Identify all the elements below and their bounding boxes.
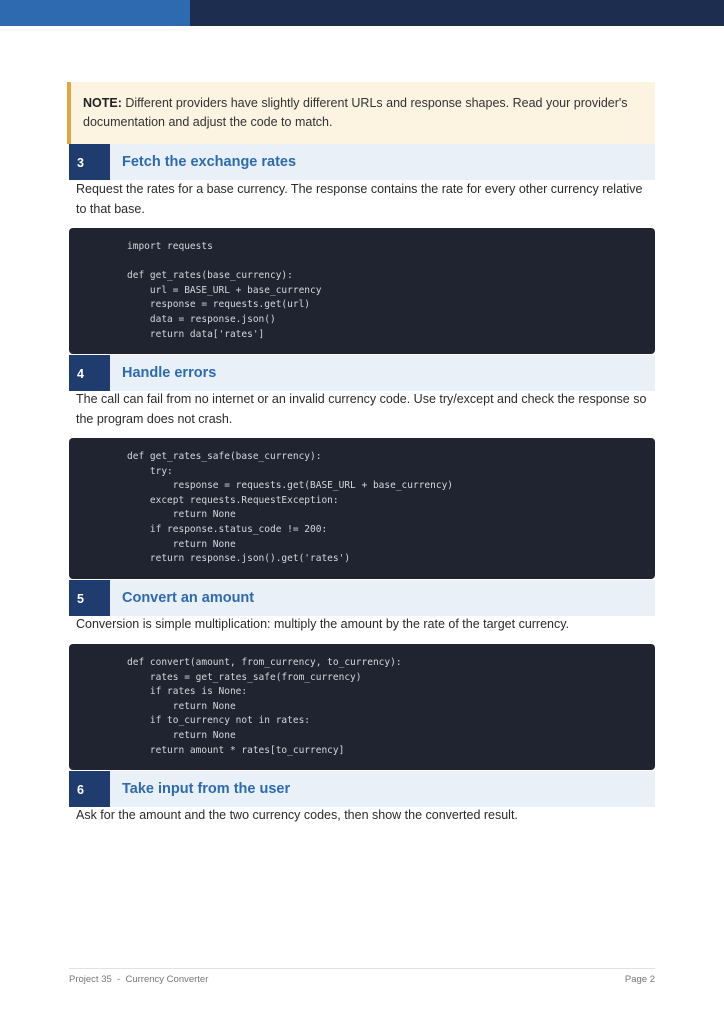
step-description-3: Request the rates for a base currency. The response contains the rate for every other currency relative to that base. xyxy=(76,182,643,216)
step-number: 6 xyxy=(69,771,110,807)
step-header-4 xyxy=(69,355,655,391)
code-line: if rates is None: xyxy=(127,686,248,698)
footer-divider xyxy=(69,968,655,969)
code-line: def get_rates_safe(base_currency): xyxy=(127,451,322,462)
code-line: url = BASE_URL + base_currency xyxy=(127,284,322,296)
footer-project-title: Project 35 - Currency Converter xyxy=(69,974,209,985)
code-line: rates = get_rates_safe(from_currency) xyxy=(127,671,362,683)
code-line: data = response.json() xyxy=(127,313,276,325)
code-line: return None xyxy=(127,729,236,741)
code-line: return response.json().get('rates') xyxy=(127,553,351,565)
code-line: if response.status_code != 200: xyxy=(127,523,328,535)
code-line: def convert(amount, from_currency, to_currency): xyxy=(127,657,402,668)
step-header-3 xyxy=(69,144,655,180)
step-title: Fetch the exchange rates xyxy=(122,154,297,170)
step-title: Convert an amount xyxy=(122,590,255,606)
code-line: return amount * rates[to_currency] xyxy=(127,744,345,756)
code-block-5 xyxy=(69,644,655,770)
code-line: import requests xyxy=(127,241,213,252)
code-block-3 xyxy=(69,228,655,354)
step-number: 4 xyxy=(69,355,110,391)
code-line: return None xyxy=(127,538,236,550)
code-line: response = requests.get(url) xyxy=(127,299,311,311)
note-label: NOTE: xyxy=(83,96,122,110)
code-line: return None xyxy=(127,700,236,712)
code-line: def get_rates(base_currency): xyxy=(127,270,293,282)
code-line: return None xyxy=(127,509,236,521)
code-line: try: xyxy=(127,465,173,477)
code-line: if to_currency not in rates: xyxy=(127,715,311,727)
code-line xyxy=(127,255,655,270)
step-title: Take input from the user xyxy=(122,781,291,797)
step-description-6: Ask for the amount and the two currency codes, then show the converted result. xyxy=(76,808,518,822)
code-line: response = requests.get(BASE_URL + base_currency) xyxy=(127,480,454,492)
footer-page-number: Page 2 xyxy=(624,974,655,985)
step-description-5: Conversion is simple multiplication: multiply the amount by the rate of the target currency. xyxy=(76,617,570,631)
step-description-4: The call can fail from no internet or an invalid currency code. Use try/except and check the response so the program does not crash. xyxy=(76,392,647,426)
code-line: return data['rates'] xyxy=(127,328,265,340)
note-box xyxy=(67,82,655,144)
header-accent xyxy=(0,0,190,26)
code-line: except requests.RequestException: xyxy=(127,494,339,506)
step-header-5 xyxy=(69,580,655,616)
note-text: Different providers have slightly different URLs and response shapes. Read your provider's documentation and adjust the code to match. xyxy=(83,96,628,129)
step-number: 5 xyxy=(69,580,110,616)
step-title: Handle errors xyxy=(122,365,217,381)
code-block-4 xyxy=(69,438,655,579)
step-number: 3 xyxy=(69,144,110,180)
step-header-6 xyxy=(69,771,655,807)
